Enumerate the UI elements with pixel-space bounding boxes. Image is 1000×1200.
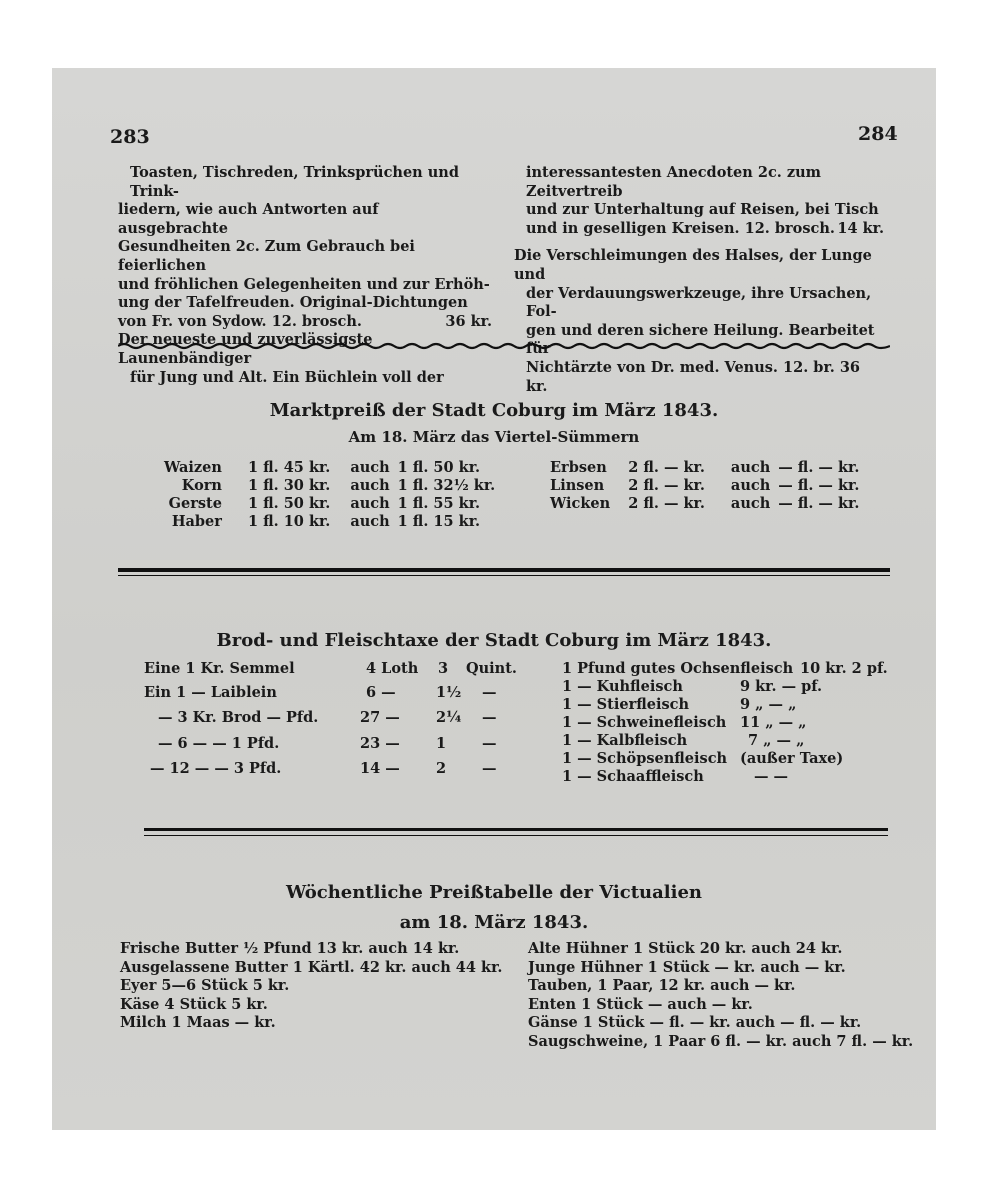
table-row xyxy=(160,458,499,476)
weekly-list-left xyxy=(120,940,503,1033)
grain-name: Waizen xyxy=(164,458,222,476)
bread-table xyxy=(144,660,524,780)
price-high: — fl. — kr. xyxy=(778,476,860,494)
price-low: 1 fl. 50 kr. xyxy=(247,494,331,512)
list-item: Ausgelassene Butter 1 Kärtl. 42 kr. auch 44 kr. xyxy=(120,958,503,976)
market-grain-table xyxy=(160,458,499,530)
word-auch: auch xyxy=(730,458,771,476)
weight-loth: 4 Loth xyxy=(366,660,419,677)
meat-price: 9 „ — „ xyxy=(740,696,797,713)
price-low: 2 fl. — kr. xyxy=(628,494,705,512)
weight-loth: 6 — xyxy=(366,684,396,701)
legume-name: Wicken xyxy=(550,494,611,512)
meat-price: 10 kr. 2 pf. xyxy=(800,660,888,677)
weight-loth: 23 — xyxy=(360,735,400,752)
weekly-date: am 18. März 1843. xyxy=(399,912,589,933)
thick-rule xyxy=(118,568,890,572)
bread-item: Ein 1 — Laiblein xyxy=(144,684,277,701)
bread-item: Eine 1 Kr. Semmel xyxy=(144,660,295,677)
weight-quint: 1½ xyxy=(436,684,462,701)
text-line: interessantesten Anecdoten 2c. zum Zeitvertreib xyxy=(526,164,822,200)
right-page-number: 284 xyxy=(858,123,898,145)
price-low: 2 fl. — kr. xyxy=(628,476,705,494)
price-high: — fl. — kr. xyxy=(778,494,860,512)
text-line-part: von Fr. von Sydow. 12. brosch. xyxy=(118,312,362,330)
market-subtitle: Am 18. März das Viertel-Sümmern xyxy=(348,428,640,446)
left-page-number: 283 xyxy=(110,126,150,148)
text-line: Nichtärzte von Dr. med. Venus. 12. br. 36 kr. xyxy=(526,358,861,395)
unit: — xyxy=(482,684,497,701)
list-item: Käse 4 Stück 5 kr. xyxy=(120,995,268,1013)
text-line: ung der Tafelfreuden. Original-Dichtungen xyxy=(118,294,468,312)
market-legume-table xyxy=(546,458,863,512)
legume-name: Erbsen xyxy=(550,458,607,476)
text-line: und zur Unterhaltung auf Reisen, bei Tisch xyxy=(526,201,879,219)
meat-item: 1 — Schweinefleisch xyxy=(562,714,727,731)
ad-column-left xyxy=(118,164,492,387)
meat-item: 1 Pfund gutes Ochsenfleisch xyxy=(562,660,794,677)
meat-item: 1 — Stierfleisch xyxy=(562,696,690,713)
unit: Quint. xyxy=(466,660,517,677)
text-line: Die Verschleimungen des Halses, der Lunge und xyxy=(514,247,872,283)
market-title: Marktpreiß der Stadt Coburg im März 1843. xyxy=(269,400,719,421)
text-line: Gesundheiten 2c. Zum Gebrauch bei feierlichen xyxy=(118,238,415,274)
word-auch: auch xyxy=(350,512,390,530)
meat-price: 7 „ — „ xyxy=(748,732,805,749)
wavy-divider xyxy=(118,342,890,350)
weight-quint: 2 xyxy=(436,760,447,777)
price-high: 1 fl. 50 kr. xyxy=(397,458,481,476)
table-row xyxy=(546,458,863,476)
unit: — xyxy=(482,760,497,777)
list-item: Enten 1 Stück — auch — kr. xyxy=(528,995,753,1013)
price-high: — fl. — kr. xyxy=(778,458,860,476)
meat-price: (außer Taxe) xyxy=(740,750,844,767)
list-item: Milch 1 Maas — kr. xyxy=(120,1014,276,1031)
bread-item: — 6 — — 1 Pfd. xyxy=(158,735,280,752)
list-item: Saugschweine, 1 Paar 6 fl. — kr. auch 7 fl. — kr. xyxy=(528,1032,914,1050)
price: 14 kr. xyxy=(837,219,884,237)
list-item: Frische Butter ½ Pfund 13 kr. auch 14 kr. xyxy=(120,940,460,957)
text-line: Der neueste und zuverlässigste Launenbändiger xyxy=(118,331,373,367)
bread-meat-title: Brod- und Fleischtaxe der Stadt Coburg im März 1843. xyxy=(216,630,772,651)
price-low: 1 fl. 10 kr. xyxy=(247,512,331,530)
meat-item: 1 — Kalbfleisch xyxy=(562,732,688,749)
weight-loth: 27 — xyxy=(360,709,400,726)
text-line: und fröhlichen Gelegenheiten und zur Erhöh- xyxy=(118,275,490,293)
weight-quint: 1 xyxy=(436,735,447,752)
weight-loth: 14 — xyxy=(360,760,400,777)
unit: — xyxy=(482,735,497,752)
table-row xyxy=(160,494,499,512)
word-auch: auch xyxy=(730,476,771,494)
grain-name: Haber xyxy=(171,512,222,530)
word-auch: auch xyxy=(350,476,390,494)
weight-quint: 2¼ xyxy=(436,709,462,726)
weight-quint: 3 xyxy=(438,660,449,677)
grain-name: Korn xyxy=(181,476,222,494)
meat-item: 1 — Schöpsenfleisch xyxy=(562,750,728,767)
ad-column-right xyxy=(514,164,884,396)
text-line: Toasten, Tischreden, Trinksprüchen und Trink- xyxy=(130,164,459,200)
meat-price: 11 „ — „ xyxy=(740,714,807,731)
grain-name: Gerste xyxy=(168,494,222,512)
price-high: 1 fl. 15 kr. xyxy=(397,512,481,530)
weekly-list-right xyxy=(528,940,914,1051)
thin-rule xyxy=(118,575,890,576)
text-line xyxy=(514,220,884,239)
legume-name: Linsen xyxy=(550,476,605,494)
table-row xyxy=(546,494,863,512)
list-item: Alte Hühner 1 Stück 20 kr. auch 24 kr. xyxy=(528,940,843,957)
text-line: der Verdauungswerkzeuge, ihre Ursachen, Fol- xyxy=(526,284,872,321)
meat-table xyxy=(562,660,892,784)
price-low: 1 fl. 45 kr. xyxy=(247,458,331,476)
word-auch: auch xyxy=(730,494,771,512)
unit: — xyxy=(482,709,497,726)
bread-item: — 3 Kr. Brod — Pfd. xyxy=(158,709,319,726)
list-item: Gänse 1 Stück — fl. — kr. auch — fl. — kr. xyxy=(528,1014,862,1031)
text-line: gen und deren sichere Heilung. Bearbeitet für xyxy=(526,321,875,358)
list-item: Junge Hühner 1 Stück — kr. auch — kr. xyxy=(528,958,846,976)
text-line: für Jung und Alt. Ein Büchlein voll der xyxy=(130,368,444,386)
text-line-part: und in geselligen Kreisen. 12. brosch. xyxy=(526,219,835,237)
word-auch: auch xyxy=(350,494,390,512)
list-item: Eyer 5—6 Stück 5 kr. xyxy=(120,977,290,994)
price-low: 2 fl. — kr. xyxy=(628,458,705,476)
table-row xyxy=(160,512,499,530)
thick-rule xyxy=(144,828,888,831)
price-high: 1 fl. 55 kr. xyxy=(397,494,481,512)
meat-item: 1 — Kuhfleisch xyxy=(562,678,683,695)
weekly-title: Wöchentliche Preißtabelle der Victualien xyxy=(285,882,702,903)
text-line xyxy=(118,313,492,332)
price: 36 kr. xyxy=(445,312,492,330)
thin-rule xyxy=(144,835,888,836)
table-row xyxy=(160,476,499,494)
meat-price: — — xyxy=(754,768,789,785)
price-high: 1 fl. 32½ kr. xyxy=(397,476,496,494)
word-auch: auch xyxy=(350,458,390,476)
price-low: 1 fl. 30 kr. xyxy=(247,476,331,494)
meat-price: 9 kr. — pf. xyxy=(740,678,823,695)
text-line: liedern, wie auch Antworten auf ausgebrachte xyxy=(118,201,379,237)
list-item: Tauben, 1 Paar, 12 kr. auch — kr. xyxy=(528,977,796,994)
table-row xyxy=(546,476,863,494)
bread-item: — 12 — — 3 Pfd. xyxy=(150,760,282,777)
meat-item: 1 — Schaaffleisch xyxy=(562,768,704,785)
scanned-page xyxy=(52,68,936,1130)
